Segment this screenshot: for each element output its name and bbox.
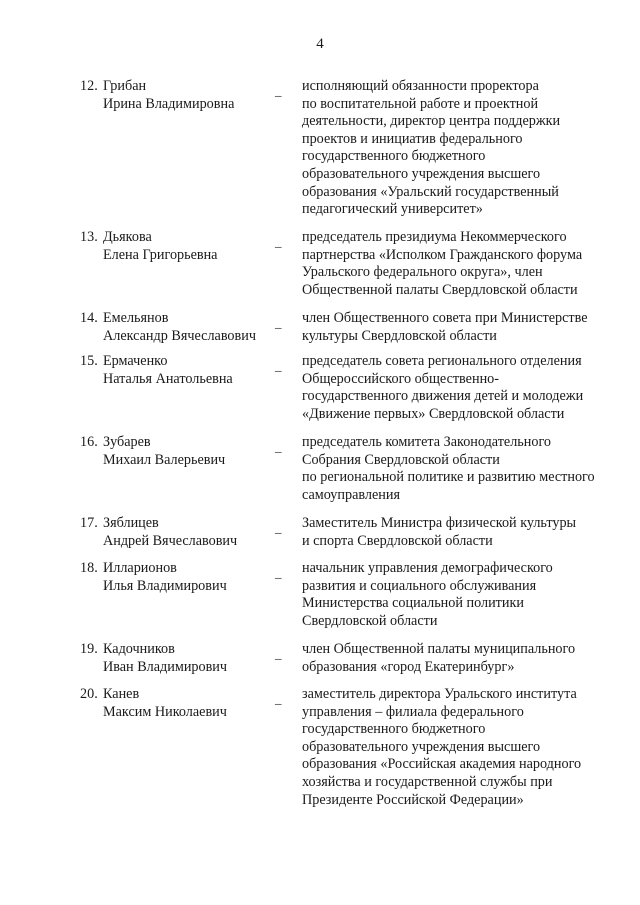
- separator-dash: _: [275, 439, 282, 454]
- description-line: самоуправления: [302, 486, 400, 503]
- position-description: [302, 229, 622, 299]
- position-description: [302, 641, 622, 676]
- description-line: и спорта Свердловской области: [302, 532, 493, 549]
- surname: Ермаченко: [103, 353, 168, 369]
- description-line: образования «город Екатеринбург»: [302, 658, 515, 675]
- description-line: Собрания Свердловской области: [302, 451, 500, 468]
- description-line: образовательного учреждения высшего: [302, 738, 541, 755]
- description-line: начальник управления демографического: [302, 560, 553, 576]
- surname: Канев: [103, 686, 140, 702]
- entry-number: 15.: [80, 353, 98, 369]
- position-description: [302, 560, 622, 630]
- entry-number: 17.: [80, 515, 98, 531]
- description-line: культуры Свердловской области: [302, 327, 497, 344]
- person-name: [103, 78, 293, 113]
- surname: Зяблицев: [103, 515, 159, 531]
- description-line: Заместитель Министра физической культуры: [302, 515, 577, 531]
- description-line: председатель президиума Некоммерческого: [302, 229, 567, 245]
- description-line: председатель комитета Законодательного: [302, 434, 552, 450]
- surname: Грибан: [103, 78, 147, 94]
- given-names: Александр Вячеславович: [103, 327, 256, 344]
- description-line: деятельности, директор центра поддержки: [302, 113, 561, 130]
- description-line: педагогический университет»: [302, 201, 483, 218]
- description-line: проектов и инициатив федерального: [302, 130, 523, 147]
- entry-number: 18.: [80, 560, 98, 576]
- given-names: Максим Николаевич: [103, 703, 227, 720]
- entry-number: 20.: [80, 686, 98, 702]
- given-names: Елена Григорьевна: [103, 246, 218, 263]
- description-line: член Общественной палаты муниципального: [302, 641, 576, 657]
- entry-number: 19.: [80, 641, 98, 657]
- surname: Зубарев: [103, 434, 151, 450]
- description-line: Свердловской области: [302, 612, 438, 629]
- given-names: Андрей Вячеславович: [103, 532, 238, 549]
- given-names: Наталья Анатольевна: [103, 370, 233, 387]
- description-line: управления – филиала федерального: [302, 703, 524, 720]
- description-line: государственного бюджетного: [302, 721, 486, 738]
- separator-dash: _: [275, 691, 282, 706]
- person-name: [103, 434, 293, 469]
- position-description: [302, 686, 622, 809]
- separator-dash: _: [275, 234, 282, 249]
- given-names: Михаил Валерьевич: [103, 451, 226, 468]
- person-name: [103, 353, 293, 388]
- position-description: [302, 310, 622, 345]
- surname: Дьякова: [103, 229, 152, 245]
- position-description: [302, 434, 622, 504]
- given-names: Илья Владимирович: [103, 577, 227, 594]
- page-number: 4: [316, 36, 324, 52]
- description-line: хозяйства и государственной службы при: [302, 773, 553, 790]
- entry-number: 13.: [80, 229, 98, 245]
- entry-number: 16.: [80, 434, 98, 450]
- description-line: партнерства «Исполком Гражданского форума: [302, 246, 583, 263]
- entry-number: 12.: [80, 78, 98, 94]
- separator-dash: _: [275, 646, 282, 661]
- position-description: [302, 353, 622, 423]
- separator-dash: _: [275, 520, 282, 535]
- separator-dash: _: [275, 83, 282, 98]
- person-name: [103, 515, 293, 550]
- given-names: Ирина Владимировна: [103, 95, 235, 112]
- description-line: «Движение первых» Свердловской области: [302, 405, 565, 422]
- description-line: Министерства социальной политики: [302, 595, 524, 612]
- surname: Илларионов: [103, 560, 177, 576]
- description-line: по региональной политике и развитию местного: [302, 469, 595, 486]
- description-line: Уральского федерального округа», член: [302, 264, 543, 281]
- description-line: образования «Российская академия народного: [302, 756, 582, 773]
- description-line: образовательного учреждения высшего: [302, 165, 541, 182]
- description-line: член Общественного совета при Министерстве: [302, 310, 588, 326]
- description-line: развития и социального обслуживания: [302, 577, 537, 594]
- person-name: [103, 641, 293, 676]
- description-line: образования «Уральский государственный: [302, 183, 559, 200]
- description-line: по воспитательной работе и проектной: [302, 95, 539, 112]
- separator-dash: _: [275, 315, 282, 330]
- description-line: Президенте Российской Федерации»: [302, 791, 524, 808]
- surname: Емельянов: [103, 310, 169, 326]
- description-line: Общероссийского общественно-: [302, 370, 499, 387]
- entry-number: 14.: [80, 310, 98, 326]
- surname: Кадочников: [103, 641, 175, 657]
- position-description: [302, 78, 622, 219]
- person-name: [103, 310, 293, 345]
- separator-dash: _: [275, 358, 282, 373]
- person-name: [103, 229, 293, 264]
- person-name: [103, 560, 293, 595]
- description-line: заместитель директора Уральского института: [302, 686, 577, 702]
- separator-dash: _: [275, 565, 282, 580]
- description-line: государственного движения детей и молодежи: [302, 388, 584, 405]
- description-line: председатель совета регионального отделения: [302, 353, 582, 369]
- description-line: исполняющий обязанности проректора: [302, 78, 539, 94]
- position-description: [302, 515, 622, 550]
- given-names: Иван Владимирович: [103, 658, 228, 675]
- description-line: государственного бюджетного: [302, 148, 486, 165]
- person-name: [103, 686, 293, 721]
- description-line: Общественной палаты Свердловской области: [302, 281, 578, 298]
